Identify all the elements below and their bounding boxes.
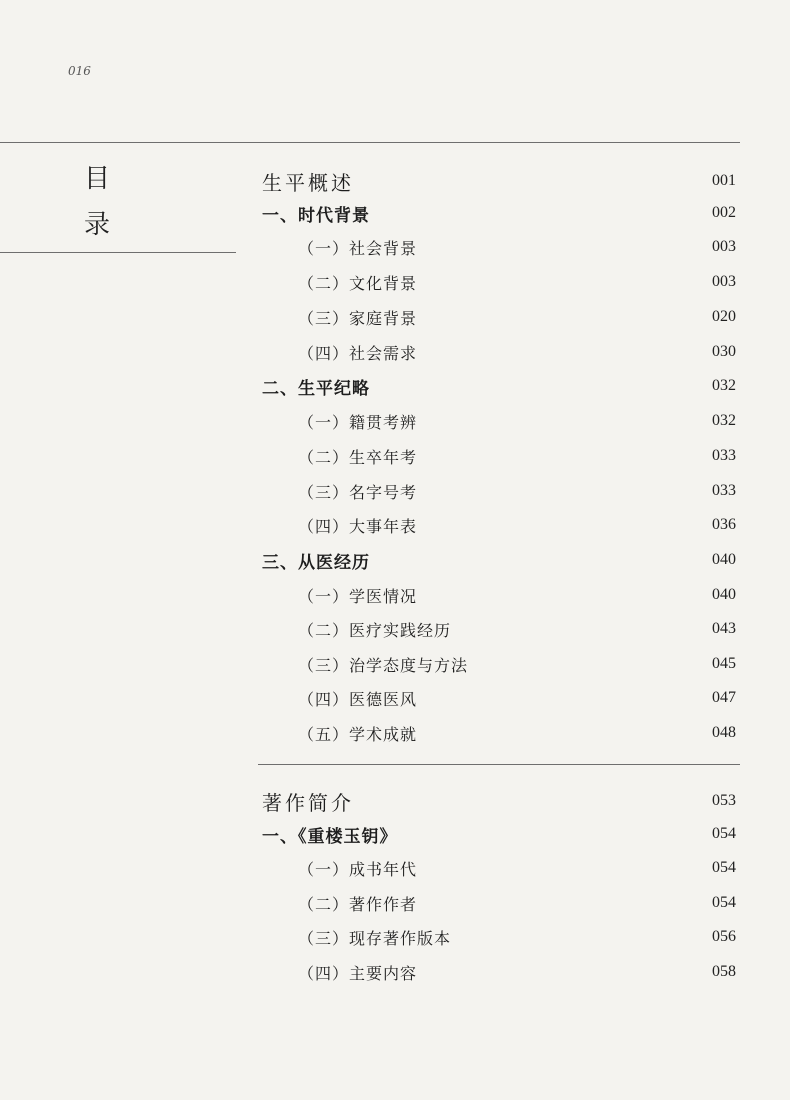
toc-entry[interactable]: [298, 614, 736, 644]
toc-entry-page: 054: [712, 825, 736, 842]
toc-entry-label: 著作简介: [262, 790, 354, 815]
toc-entry-label: （二）医疗实践经历: [298, 620, 452, 640]
toc-entry-label: （三）治学态度与方法: [298, 655, 469, 675]
toc-entry-page: 054: [712, 859, 736, 876]
toc-entry[interactable]: [262, 819, 736, 849]
toc-entry-label: （三）现存著作版本: [298, 928, 452, 948]
page-number: 016: [68, 64, 91, 78]
toc-heading-char: 录: [84, 210, 111, 240]
toc-entry[interactable]: [298, 922, 736, 952]
toc-entry[interactable]: [298, 853, 736, 883]
toc-heading-char: 目: [84, 164, 111, 194]
toc-entry-page: 032: [712, 412, 736, 429]
toc-entry-page: 047: [712, 689, 736, 706]
toc-entry-label: 一、时代背景: [262, 205, 370, 226]
toc-entry-page: 002: [712, 204, 736, 221]
toc-entry[interactable]: [262, 198, 736, 228]
toc-entry-page: 030: [712, 343, 736, 360]
toc-entry[interactable]: [298, 957, 736, 987]
toc-entry-page: 003: [712, 273, 736, 290]
toc-entry[interactable]: [298, 888, 736, 918]
toc-entry-page: 033: [712, 482, 736, 499]
toc-entry-label: 生平概述: [262, 170, 354, 195]
toc-entry-page: 040: [712, 551, 736, 568]
toc-entry-page: 003: [712, 238, 736, 255]
toc-entry[interactable]: [298, 232, 736, 262]
toc-entry-label: 一、《重楼玉钥》: [262, 826, 398, 847]
toc-entry-label: （四）社会需求: [298, 343, 418, 363]
toc-entry-page: 043: [712, 620, 736, 637]
toc-entry[interactable]: [298, 718, 736, 748]
toc-entry[interactable]: [262, 166, 736, 196]
toc-entry-label: （一）社会背景: [298, 238, 418, 258]
toc-entry-label: （五）学术成就: [298, 724, 418, 744]
toc-entry-label: 三、从医经历: [262, 552, 370, 573]
toc-entry-page: 056: [712, 928, 736, 945]
toc-entry[interactable]: [298, 476, 736, 506]
toc-entry[interactable]: [298, 406, 736, 436]
toc-entry-label: 二、生平纪略: [262, 378, 370, 399]
toc-entry[interactable]: [262, 786, 736, 816]
toc-entry-page: 040: [712, 586, 736, 603]
toc-entry-label: （四）主要内容: [298, 963, 418, 983]
toc-entry[interactable]: [298, 580, 736, 610]
toc-entry[interactable]: [262, 371, 736, 401]
toc-entry[interactable]: [298, 441, 736, 471]
toc-entry-page: 058: [712, 963, 736, 980]
toc-entry[interactable]: [298, 683, 736, 713]
toc-entry[interactable]: [298, 649, 736, 679]
toc-entry-label: （二）著作作者: [298, 894, 418, 914]
toc-entry-label: （一）成书年代: [298, 859, 418, 879]
toc-entry-page: 033: [712, 447, 736, 464]
toc-entry[interactable]: [298, 267, 736, 297]
toc-entry[interactable]: [298, 302, 736, 332]
toc-entry-label: （二）生卒年考: [298, 447, 418, 467]
toc-entry-label: （三）名字号考: [298, 482, 418, 502]
toc-entry-page: 053: [712, 792, 736, 809]
toc-entry-page: 054: [712, 894, 736, 911]
toc-entry-page: 032: [712, 377, 736, 394]
toc-entry-label: （二）文化背景: [298, 273, 418, 293]
toc-entry-label: （三）家庭背景: [298, 308, 418, 328]
toc-entry-page: 048: [712, 724, 736, 741]
toc-entry[interactable]: [298, 510, 736, 540]
toc-entry-label: （一）学医情况: [298, 586, 418, 606]
toc-entry-page: 045: [712, 655, 736, 672]
toc-entry-label: （一）籍贯考辨: [298, 412, 418, 432]
toc-entry-page: 001: [712, 172, 736, 189]
toc-entry-page: 020: [712, 308, 736, 325]
toc-entry-label: （四）医德医风: [298, 689, 418, 709]
toc-entry[interactable]: [298, 337, 736, 367]
toc-entry[interactable]: [262, 545, 736, 575]
toc-entry-label: （四）大事年表: [298, 516, 418, 536]
toc-entry-page: 036: [712, 516, 736, 533]
